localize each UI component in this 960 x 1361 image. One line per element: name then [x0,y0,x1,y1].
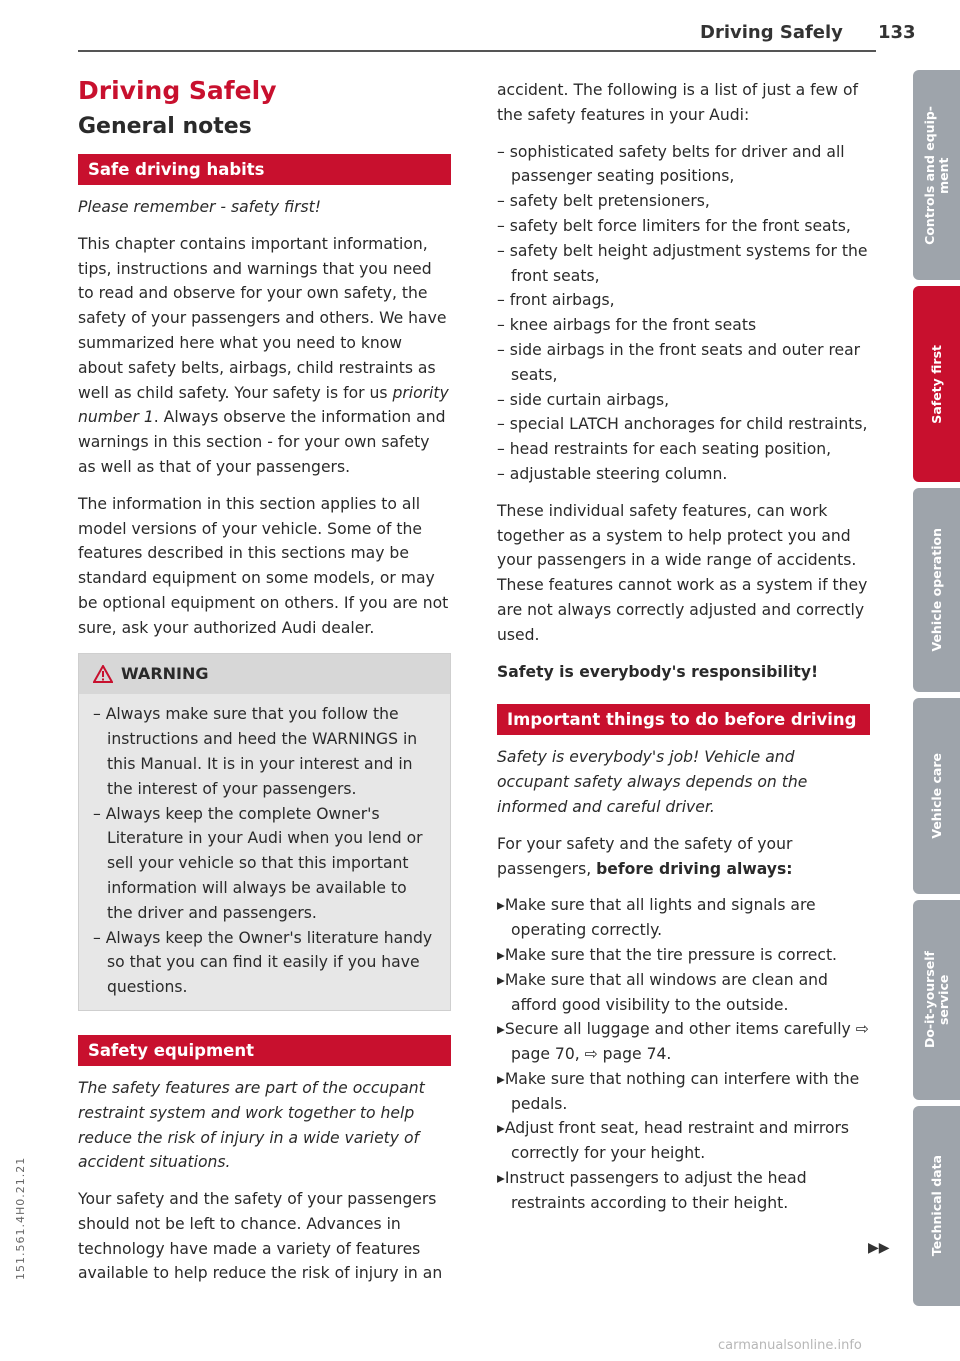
step-item: ▸ Make sure that the tire pressure is correct. [497,943,870,968]
step-item: ▸ Make sure that all lights and signals are operating correctly. [497,893,870,943]
heading-safe-driving-habits: Safe driving habits [78,154,451,185]
step-item: ▸ Instruct passengers to adjust the head restraints according to their height. [497,1166,870,1216]
document-code: 151.561.4H0.21.21 [14,1156,27,1280]
list-item: – special LATCH anchorages for child restraints, [497,412,870,437]
chapter-title: Driving Safely [78,76,277,105]
warning-header [79,654,450,695]
list-item: – knee airbags for the front seats [497,313,870,338]
safety-equipment-intro: The safety features are part of the occupant restraint system and work together to help reduce the risk of injury in a wide variety of accident situations. [78,1078,425,1172]
left-column [78,74,451,1298]
warning-triangle-icon [93,665,113,683]
warning-item: – Always make sure that you follow the instructions and heed the WARNINGS in this Manual. It is in your interest and in the interest of your passengers. [93,702,436,801]
header-rule [78,50,876,52]
important-para: For your safety and the safety of your passengers, before driving always: [497,834,793,878]
tab-controls-and-equipment[interactable]: Controls and equip- ment [913,70,960,280]
safe-habits-intro: Please remember - safety first! [78,198,322,216]
list-item: – adjustable steering column. [497,462,870,487]
step-item: ▸ Adjust front seat, head restraint and mirrors correctly for your height. [497,1116,870,1166]
tab-vehicle-operation[interactable]: Vehicle operation [913,488,960,692]
watermark: carmanualsonline.info [718,1338,862,1353]
features-intro: accident. The following is a list of just a few of the safety features in your Audi: [497,81,858,124]
warning-title: WARNING [121,663,209,683]
tab-safety-first[interactable]: Safety first [913,286,960,482]
heading-important-things: Important things to do before driving [497,704,870,735]
safe-habits-para1: This chapter contains important information, tips, instructions and warnings that you need to read and observe for your own safety, the safety of your passengers and others. We have summarized here what you need to know about safety belts, airbags, child restraints as well as child safety. Your safety is for us priority number 1. Always observe the information and warnings in this section - for your own safety as well as that of your passengers. [78,234,449,476]
warning-item: – Always keep the Owner's literature handy so that you can find it easily if you have questions. [93,926,436,1000]
list-item: – safety belt height adjustment systems for the front seats, [497,239,870,289]
section-title: General notes [78,114,252,139]
safety-equipment-para: Your safety and the safety of your passengers should not be left to chance. Advances in technology have made a variety of features available to help reduce the risk of injury in an [78,1190,443,1283]
list-item: – side curtain airbags, [497,388,870,413]
safety-features-list [497,140,870,487]
right-column [497,78,870,1228]
step-item: ▸ Make sure that nothing can interfere with the pedals. [497,1067,870,1117]
tab-vehicle-care[interactable]: Vehicle care [913,698,960,894]
warning-item: – Always keep the complete Owner's Literature in your Audi when you lend or sell your vehicle so that this important information will always be available to the driver and passengers. [93,802,436,926]
tab-do-it-yourself-service[interactable]: Do-it-yourself service [913,900,960,1100]
step-item: ▸ Secure all luggage and other items carefully ⇨ page 70, ⇨ page 74. [497,1017,870,1067]
tab-technical-data[interactable]: Technical data [913,1106,960,1306]
responsibility-line: Safety is everybody's responsibility! [497,662,819,681]
safe-habits-para2: The information in this section applies to all model versions of your vehicle. Some of the features described in this sections may be standard equipment on some models, or may be optional equipment on others. If you are not sure, ask your authorized Audi dealer. [78,494,449,637]
heading-safety-equipment: Safety equipment [78,1035,451,1066]
list-item: – front airbags, [497,288,870,313]
continue-arrow-icon: ▶▶ [868,1240,890,1256]
page-number: 133 [878,22,916,43]
list-item: – side airbags in the front seats and outer rear seats, [497,338,870,388]
list-item: – sophisticated safety belts for driver and all passenger seating positions, [497,140,870,190]
running-header: Driving Safely [700,22,843,43]
step-item: ▸ Make sure that all windows are clean and afford good visibility to the outside. [497,968,870,1018]
warning-box [78,653,451,1011]
list-item: – safety belt pretensioners, [497,189,870,214]
list-item: – safety belt force limiters for the front seats, [497,214,870,239]
warning-list [93,702,436,1000]
before-driving-steps [497,893,870,1215]
list-item: – head restraints for each seating position, [497,437,870,462]
chapter-tabs [913,70,960,1312]
system-para: These individual safety features, can work together as a system to help protect you and your passengers in a wide range of accidents. These features cannot work as a system if they are not always correctly adjusted and correctly used. [497,501,868,644]
important-intro: Safety is everybody's job! Vehicle and occupant safety always depends on the informed and careful driver. [497,748,808,816]
